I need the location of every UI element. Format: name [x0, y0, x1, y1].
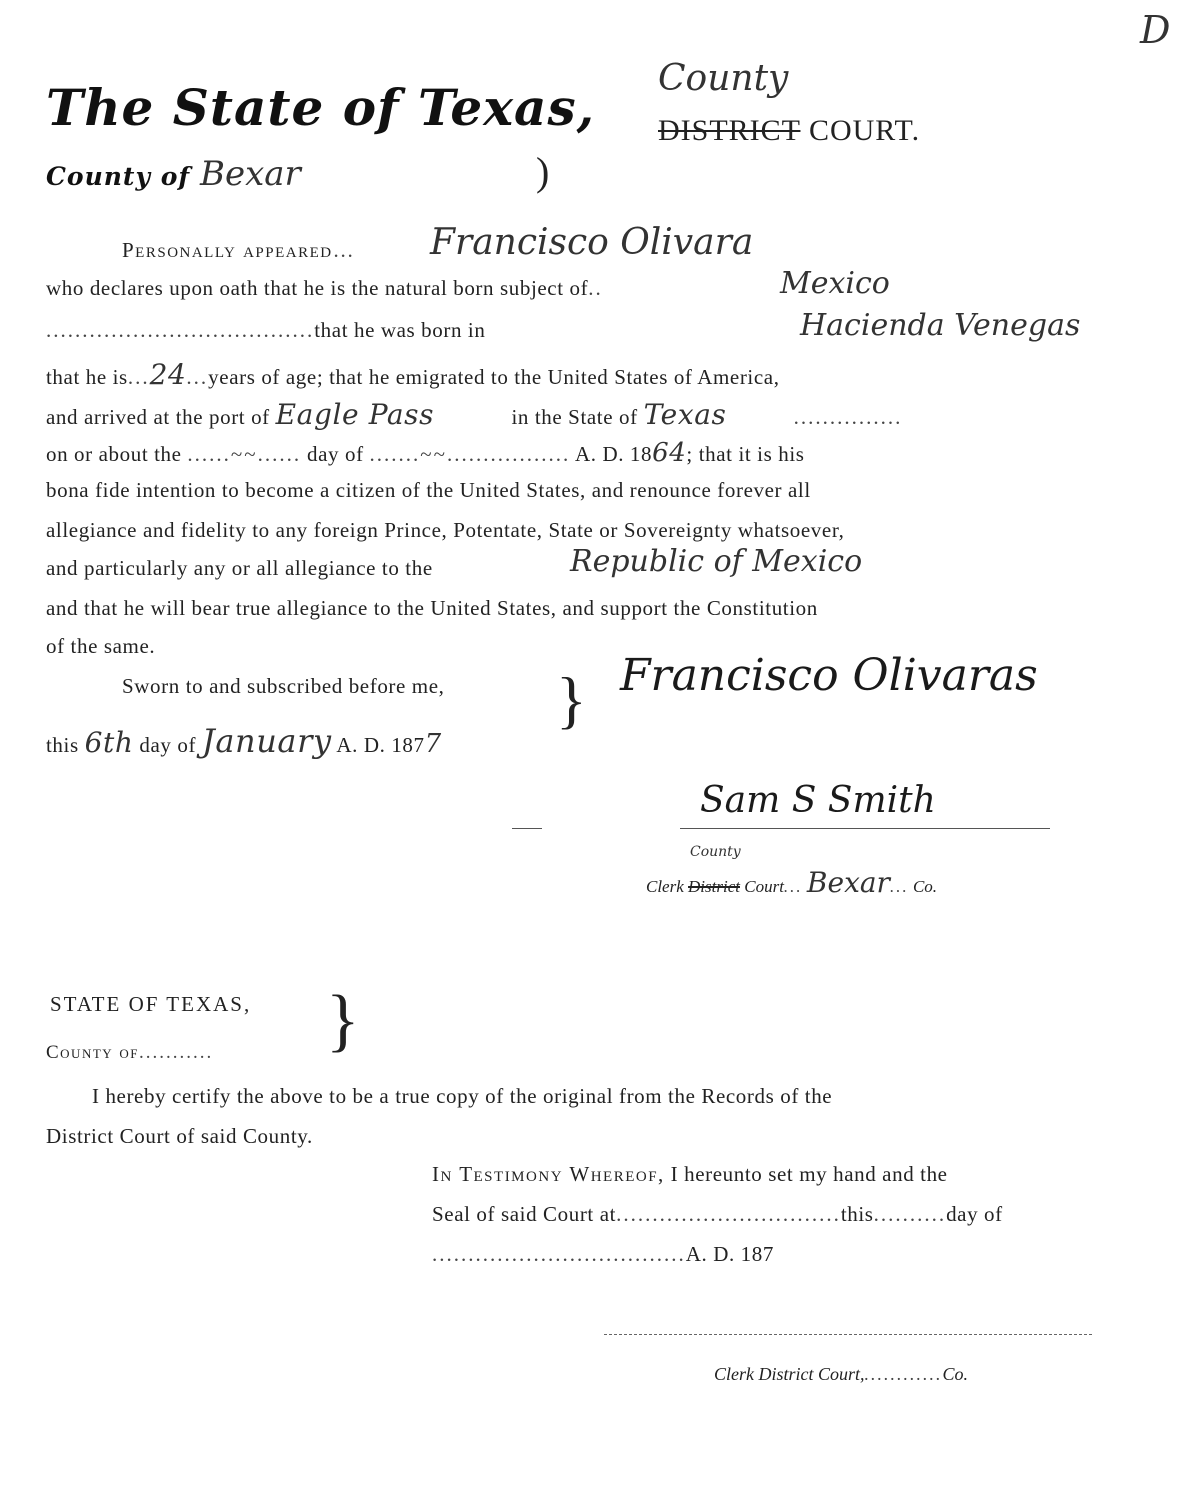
- republic-value: Republic of Mexico: [570, 544, 863, 579]
- certify-line2: District Court of said County.: [46, 1124, 313, 1148]
- subject-line-text: who declares upon oath that he is the natural born subject of: [46, 276, 589, 300]
- personally-appeared: Personally appeared…: [122, 238, 356, 262]
- date-prefix: on or about the: [46, 442, 182, 466]
- allegiance-line: allegiance and fidelity to any foreign Prince, Potentate, State or Sovereignty whatsoever,: [46, 518, 845, 542]
- this-label: this: [46, 733, 79, 757]
- testimony-this: this: [840, 1202, 874, 1226]
- cert-clerk-co: Co.: [942, 1364, 969, 1384]
- particularly-text: and particularly any or all allegiance to the: [46, 556, 433, 580]
- clerk-label: Clerk: [646, 877, 684, 896]
- oath-ad-label: A. D. 187: [336, 733, 425, 757]
- testimony-caps: In Testimony Whereof,: [432, 1162, 665, 1186]
- court-struck: DISTRICT: [658, 114, 801, 147]
- corner-mark: D: [1140, 8, 1171, 52]
- port-value: Eagle Pass: [275, 398, 435, 431]
- particularly-line: [46, 556, 433, 581]
- cert-county-of: County of: [46, 1042, 140, 1063]
- testimony-line1: [432, 1162, 948, 1187]
- subject-of-value: Mexico: [780, 266, 890, 301]
- clerk-signature: Sam S Smith: [700, 780, 936, 821]
- state-title: The State of Texas,: [46, 78, 596, 137]
- testimony-rest: I hereunto set my hand and the: [670, 1162, 948, 1186]
- age-value: 24: [149, 358, 187, 391]
- testimony-ad: A. D. 187: [685, 1242, 774, 1266]
- born-in-line: .....................................that he was born in: [46, 318, 486, 342]
- cert-signature-rule: [604, 1334, 1092, 1335]
- clerk-county: Bexar: [806, 866, 890, 899]
- oath-day-value: 6th: [84, 726, 134, 759]
- court-heading: [658, 114, 920, 148]
- oath-year-value: 7: [424, 729, 442, 759]
- clerk-handwritten: County: [690, 844, 741, 860]
- clerk-court-label: Court: [744, 877, 784, 896]
- bear-line: and that he will bear true allegiance to the United States, and support the Constitution: [46, 596, 818, 620]
- year-value: 64: [652, 438, 687, 468]
- court-suffix: COURT.: [808, 114, 921, 147]
- oath-date-line: [46, 722, 442, 760]
- cert-state-heading: STATE OF TEXAS,: [50, 992, 252, 1016]
- subject-line: who declares upon oath that he is the natural born subject of..: [46, 276, 603, 300]
- testimony-dayof: day of: [946, 1202, 1003, 1226]
- oath-brace: }: [556, 664, 587, 735]
- oath-month-value: January: [201, 722, 332, 760]
- port-line: and arrived at the port of Eagle Pass in the State of Texas ...............: [46, 398, 903, 431]
- cert-county-line: County of...........: [46, 1042, 214, 1063]
- testimony-line3: ...................................A. D. 187: [432, 1242, 774, 1266]
- bona-fide-line: bona fide intention to become a citizen of the United States, and renounce forever all: [46, 478, 811, 502]
- county-value: Bexar: [200, 154, 301, 194]
- testimony-seal: Seal of said Court at: [432, 1202, 617, 1226]
- signature-rule-left: [512, 828, 542, 829]
- certify-line1: I hereby certify the above to be a true copy of the original from the Records of the: [92, 1084, 833, 1108]
- day-of-label: day of: [139, 733, 197, 757]
- testimony-line2: Seal of said Court at...............................this..........day of: [432, 1202, 1003, 1226]
- age-suffix: years of age; that he emigrated to the United States of America,: [208, 365, 780, 389]
- sworn-line: Sworn to and subscribed before me,: [122, 674, 445, 698]
- ad-label: A. D. 18: [574, 442, 653, 466]
- court-handwritten: County: [658, 58, 789, 99]
- signature-rule: [680, 828, 1050, 829]
- county-label: County of: [46, 162, 191, 191]
- cert-brace: }: [326, 982, 360, 1059]
- state-value: Texas: [643, 398, 727, 431]
- day-label: day of: [307, 442, 364, 466]
- cert-clerk-label: Clerk District Court,: [714, 1364, 865, 1384]
- born-in-value: Hacienda Venegas: [800, 308, 1081, 343]
- state-label: in the State of: [511, 405, 638, 429]
- age-prefix: that he is: [46, 365, 128, 389]
- county-bracket: ): [536, 149, 550, 194]
- clerk-struck: District: [688, 877, 740, 896]
- clerk-line: Clerk District Court... Bexar... Co.: [646, 866, 938, 899]
- cert-clerk-footer: Clerk District Court,............Co.: [714, 1364, 969, 1384]
- born-in-label: that he was born in: [314, 318, 486, 342]
- same-line: of the same.: [46, 634, 156, 658]
- personally-appeared-label: Personally appeared: [122, 238, 333, 262]
- date-line: on or about the ......~~...... day of .......~~................. A. D. 1864; that it is his: [46, 438, 805, 468]
- age-line: that he is...24...years of age; that he emigrated to the United States of America,: [46, 358, 780, 391]
- declarant-signature: Francisco Olivaras: [620, 650, 1038, 701]
- declarant-name: Francisco Olivara: [430, 222, 754, 263]
- clerk-co: Co.: [912, 877, 938, 896]
- date-suffix: ; that it is his: [686, 442, 805, 466]
- port-prefix: and arrived at the port of: [46, 405, 270, 429]
